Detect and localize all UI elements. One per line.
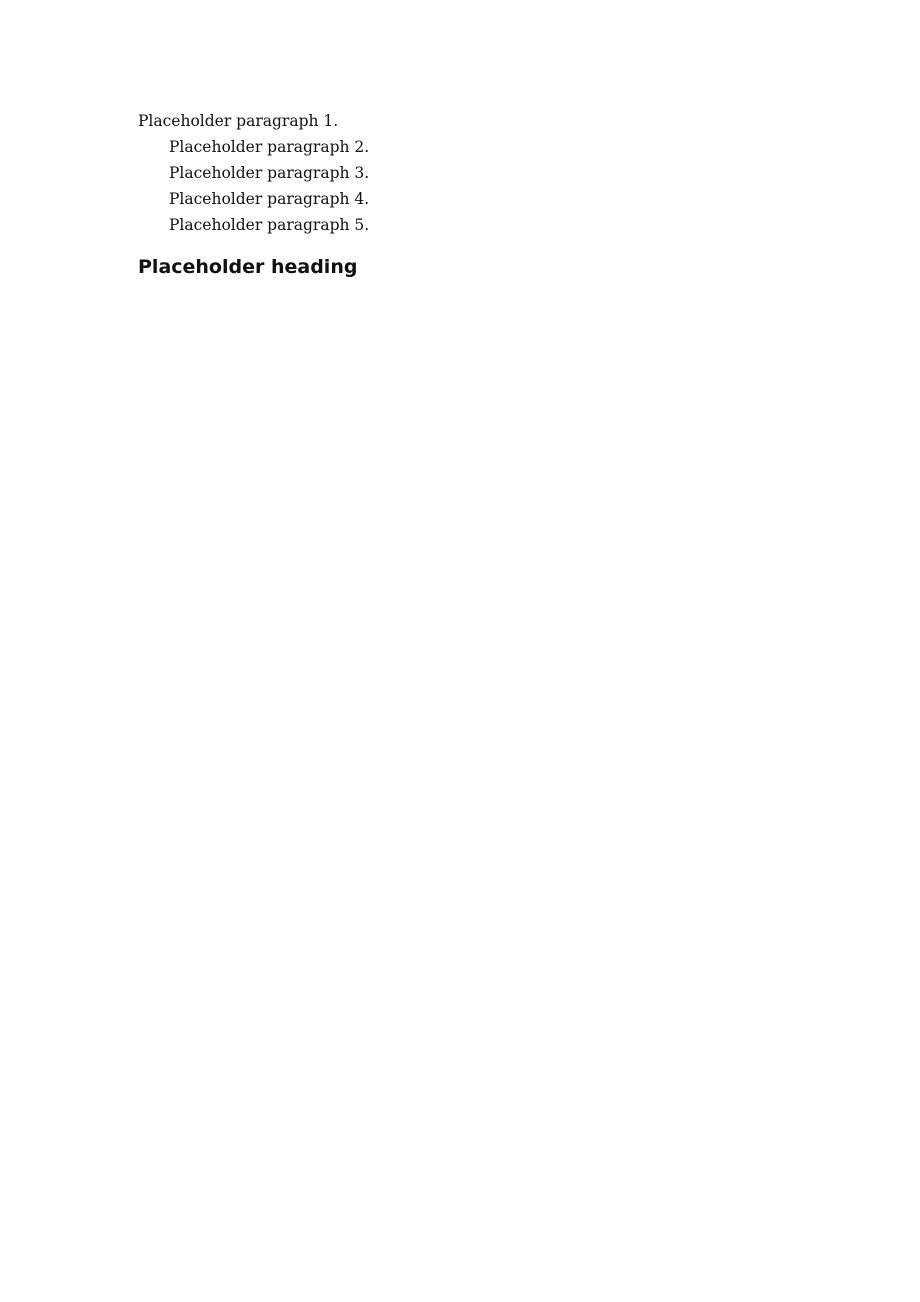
body-paragraph-demand: Placeholder paragraph 3. (169, 164, 370, 182)
body-paragraph-closure: Placeholder paragraph 5. (169, 216, 370, 234)
section-heading: Placeholder heading (138, 256, 358, 278)
document-page (138, 108, 786, 282)
body-paragraph-market-clearing: Placeholder paragraph 4. (169, 190, 370, 208)
body-paragraph-supply: Placeholder paragraph 2. (169, 138, 370, 156)
body-paragraph-continuation: Placeholder paragraph 1. (138, 112, 339, 130)
